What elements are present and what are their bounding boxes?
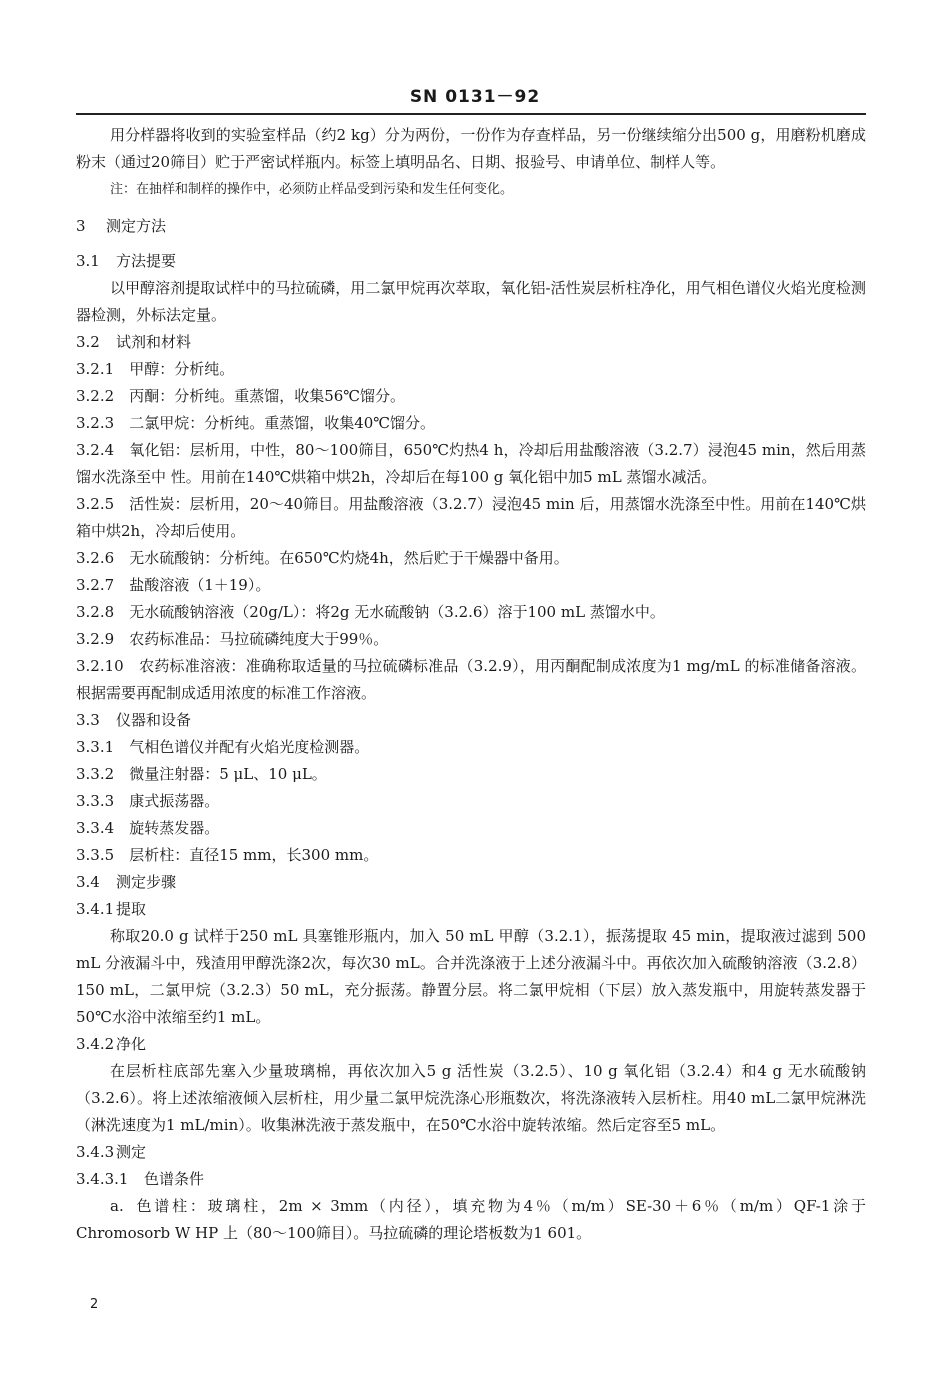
item-text: 丙酮：分析纯。重蒸馏，收集56℃馏分。 [129,387,406,405]
item-text: 康式振荡器。 [129,792,220,810]
item-number: 3.3.2 [76,765,115,783]
section-3-2-heading [76,329,866,356]
item-number: 3.2.7 [76,576,115,594]
equipment-item [76,842,866,869]
section-title: 测定步骤 [116,873,177,891]
reagent-item [76,491,866,545]
section-number: 3.4.3 [76,1143,115,1161]
method-summary: 以甲醇溶剂提取试样中的马拉硫磷，用二氯甲烷再次萃取，氧化铝-活性炭层析柱净化，用气相色谱仪火焰光度检测器检测，外标法定量。 [76,279,866,324]
section-3-1-heading [76,248,866,275]
item-text: 甲醇：分析纯。 [129,360,235,378]
section-3-heading [76,213,866,240]
section-3-4-1-heading [76,896,866,923]
extraction-paragraph: 称取20.0 g 试样于250 mL 具塞锥形瓶内，加入 50 mL 甲醇（3.2.1），振荡提取 45 min，提取液过滤到 500 mL 分液漏斗中，残渣用甲醇洗涤2次，每次30 mL。合并洗涤液于上述分液漏斗中。再依次加入硫酸钠溶液（3.2.8）150 mL，二氯甲烷（3.2.3）50 mL，充分振荡。静置分层。将二氯甲烷相（下层）放入蒸发瓶中，用旋转蒸发器于50℃水浴中浓缩至约1 mL。 [76,927,866,1026]
intro-note: 注：在抽样和制样的操作中，必须防止样品受到污染和发生任何变化。 [110,182,514,197]
item-text: 活性炭：层析用，20～40筛目。用盐酸溶液（3.2.7）浸泡45 min 后，用蒸馏水洗涤至中性。用前在140℃烘箱中烘2h，冷却后使用。 [76,495,866,540]
item-text: 微量注射器：5 μL、10 μL。 [129,765,327,783]
item-number: 3.2.2 [76,387,115,405]
item-number: 3.3.4 [76,819,115,837]
equipment-item [76,788,866,815]
item-text: 农药标准溶液：准确称取适量的马拉硫磷标准品（3.2.9），用丙酮配制成浓度为1 mg/mL 的标准储备溶液。根据需要再配制成适用浓度的标准工作溶液。 [76,657,866,702]
item-text: 气相色谱仪并配有火焰光度检测器。 [129,738,370,756]
section-title: 色谱条件 [144,1170,205,1188]
intro-paragraph: 用分样器将收到的实验室样品（约2 kg）分为两份，一份作为存查样品，另一份继续缩分出500 g，用磨粉机磨成粉末（通过20筛目）贮于严密试样瓶内。标签上填明品名、日期、报验号、申请单位、制样人等。 [76,126,866,171]
item-number: 3.2.5 [76,495,115,513]
reagent-item [76,410,866,437]
equipment-item [76,761,866,788]
section-number: 3.4 [76,873,100,891]
section-title: 净化 [116,1035,147,1053]
item-number: 3.2.6 [76,549,115,567]
item-number: 3.3.3 [76,792,115,810]
reagent-item [76,599,866,626]
item-text: 旋转蒸发器。 [129,819,220,837]
reagent-item [76,437,866,491]
item-number: 3.2.3 [76,414,115,432]
reagent-item [76,545,866,572]
item-text: 无水硫酸钠：分析纯。在650℃灼烧4h，然后贮于干燥器中备用。 [129,549,569,567]
section-number: 3.4.3.1 [76,1170,129,1188]
header-rule [76,113,866,115]
section-3-3-heading [76,707,866,734]
item-text: 无水硫酸钠溶液（20g/L）：将2g 无水硫酸钠（3.2.6）溶于100 mL 蒸馏水中。 [129,603,665,621]
section-title: 试剂和材料 [116,333,192,351]
page-number: 2 [90,1297,99,1312]
item-text: 色谱柱：玻璃柱，2m × 3mm（内径），填充物为4％（m/m）SE-30＋6％（m/m）QF-1涂于 Chromosorb W HP 上（80～100筛目）。马拉硫磷的理论塔板数为1 601。 [76,1197,866,1242]
item-number: 3.2.8 [76,603,115,621]
section-3-4-3-1-heading [76,1166,866,1193]
reagent-item [76,383,866,410]
section-title: 测定 [116,1143,147,1161]
section-3-4-2-heading [76,1031,866,1058]
item-number: 3.2.10 [76,657,124,675]
item-number: 3.2.9 [76,630,115,648]
document-body [76,122,866,1247]
section-title: 提取 [116,900,147,918]
section-title: 方法提要 [116,252,177,270]
chromatography-item-a [76,1193,866,1247]
item-text: 层析柱：直径15 mm，长300 mm。 [129,846,379,864]
section-number: 3.2 [76,333,100,351]
section-number: 3.4.1 [76,900,115,918]
equipment-item [76,734,866,761]
item-number: 3.2.4 [76,441,115,459]
section-number: 3.1 [76,252,100,270]
item-text: 氧化铝：层析用，中性，80～100筛目，650℃灼热4 h，冷却后用盐酸溶液（3.2.7）浸泡45 min，然后用蒸馏水洗涤至中 性。用前在140℃烘箱中烘2h，冷却后在每100 g 氧化铝中加5 mL 蒸馏水减活。 [76,441,866,486]
section-3-4-3-heading [76,1139,866,1166]
section-title: 测定方法 [106,217,167,235]
reagent-item [76,356,866,383]
cleanup-paragraph: 在层析柱底部先塞入少量玻璃棉，再依次加入5 g 活性炭（3.2.5）、10 g 氧化铝（3.2.4）和4 g 无水硫酸钠（3.2.6）。将上述浓缩液倾入层析柱，用少量二氯甲烷洗涤心形瓶数次，将洗涤液转入层析柱。用40 mL二氯甲烷淋洗（淋洗速度为1 mL/min）。收集淋洗液于蒸发瓶中，在50℃水浴中旋转浓缩。然后定容至5 mL。 [76,1062,866,1134]
item-text: 盐酸溶液（1＋19）。 [129,576,271,594]
equipment-item [76,815,866,842]
item-text: 农药标准品：马拉硫磷纯度大于99％。 [129,630,389,648]
item-number: 3.3.5 [76,846,115,864]
reagent-item [76,653,866,707]
reagent-item [76,626,866,653]
item-number: 3.2.1 [76,360,115,378]
section-number: 3 [76,217,86,235]
section-number: 3.3 [76,711,100,729]
item-text: 二氯甲烷：分析纯。重蒸馏，收集40℃馏分。 [129,414,436,432]
section-3-4-heading [76,869,866,896]
section-number: 3.4.2 [76,1035,115,1053]
section-title: 仪器和设备 [116,711,192,729]
document-code: SN 0131－92 [409,87,541,107]
item-number: 3.3.1 [76,738,115,756]
reagent-item [76,572,866,599]
item-label: a. [110,1197,124,1215]
